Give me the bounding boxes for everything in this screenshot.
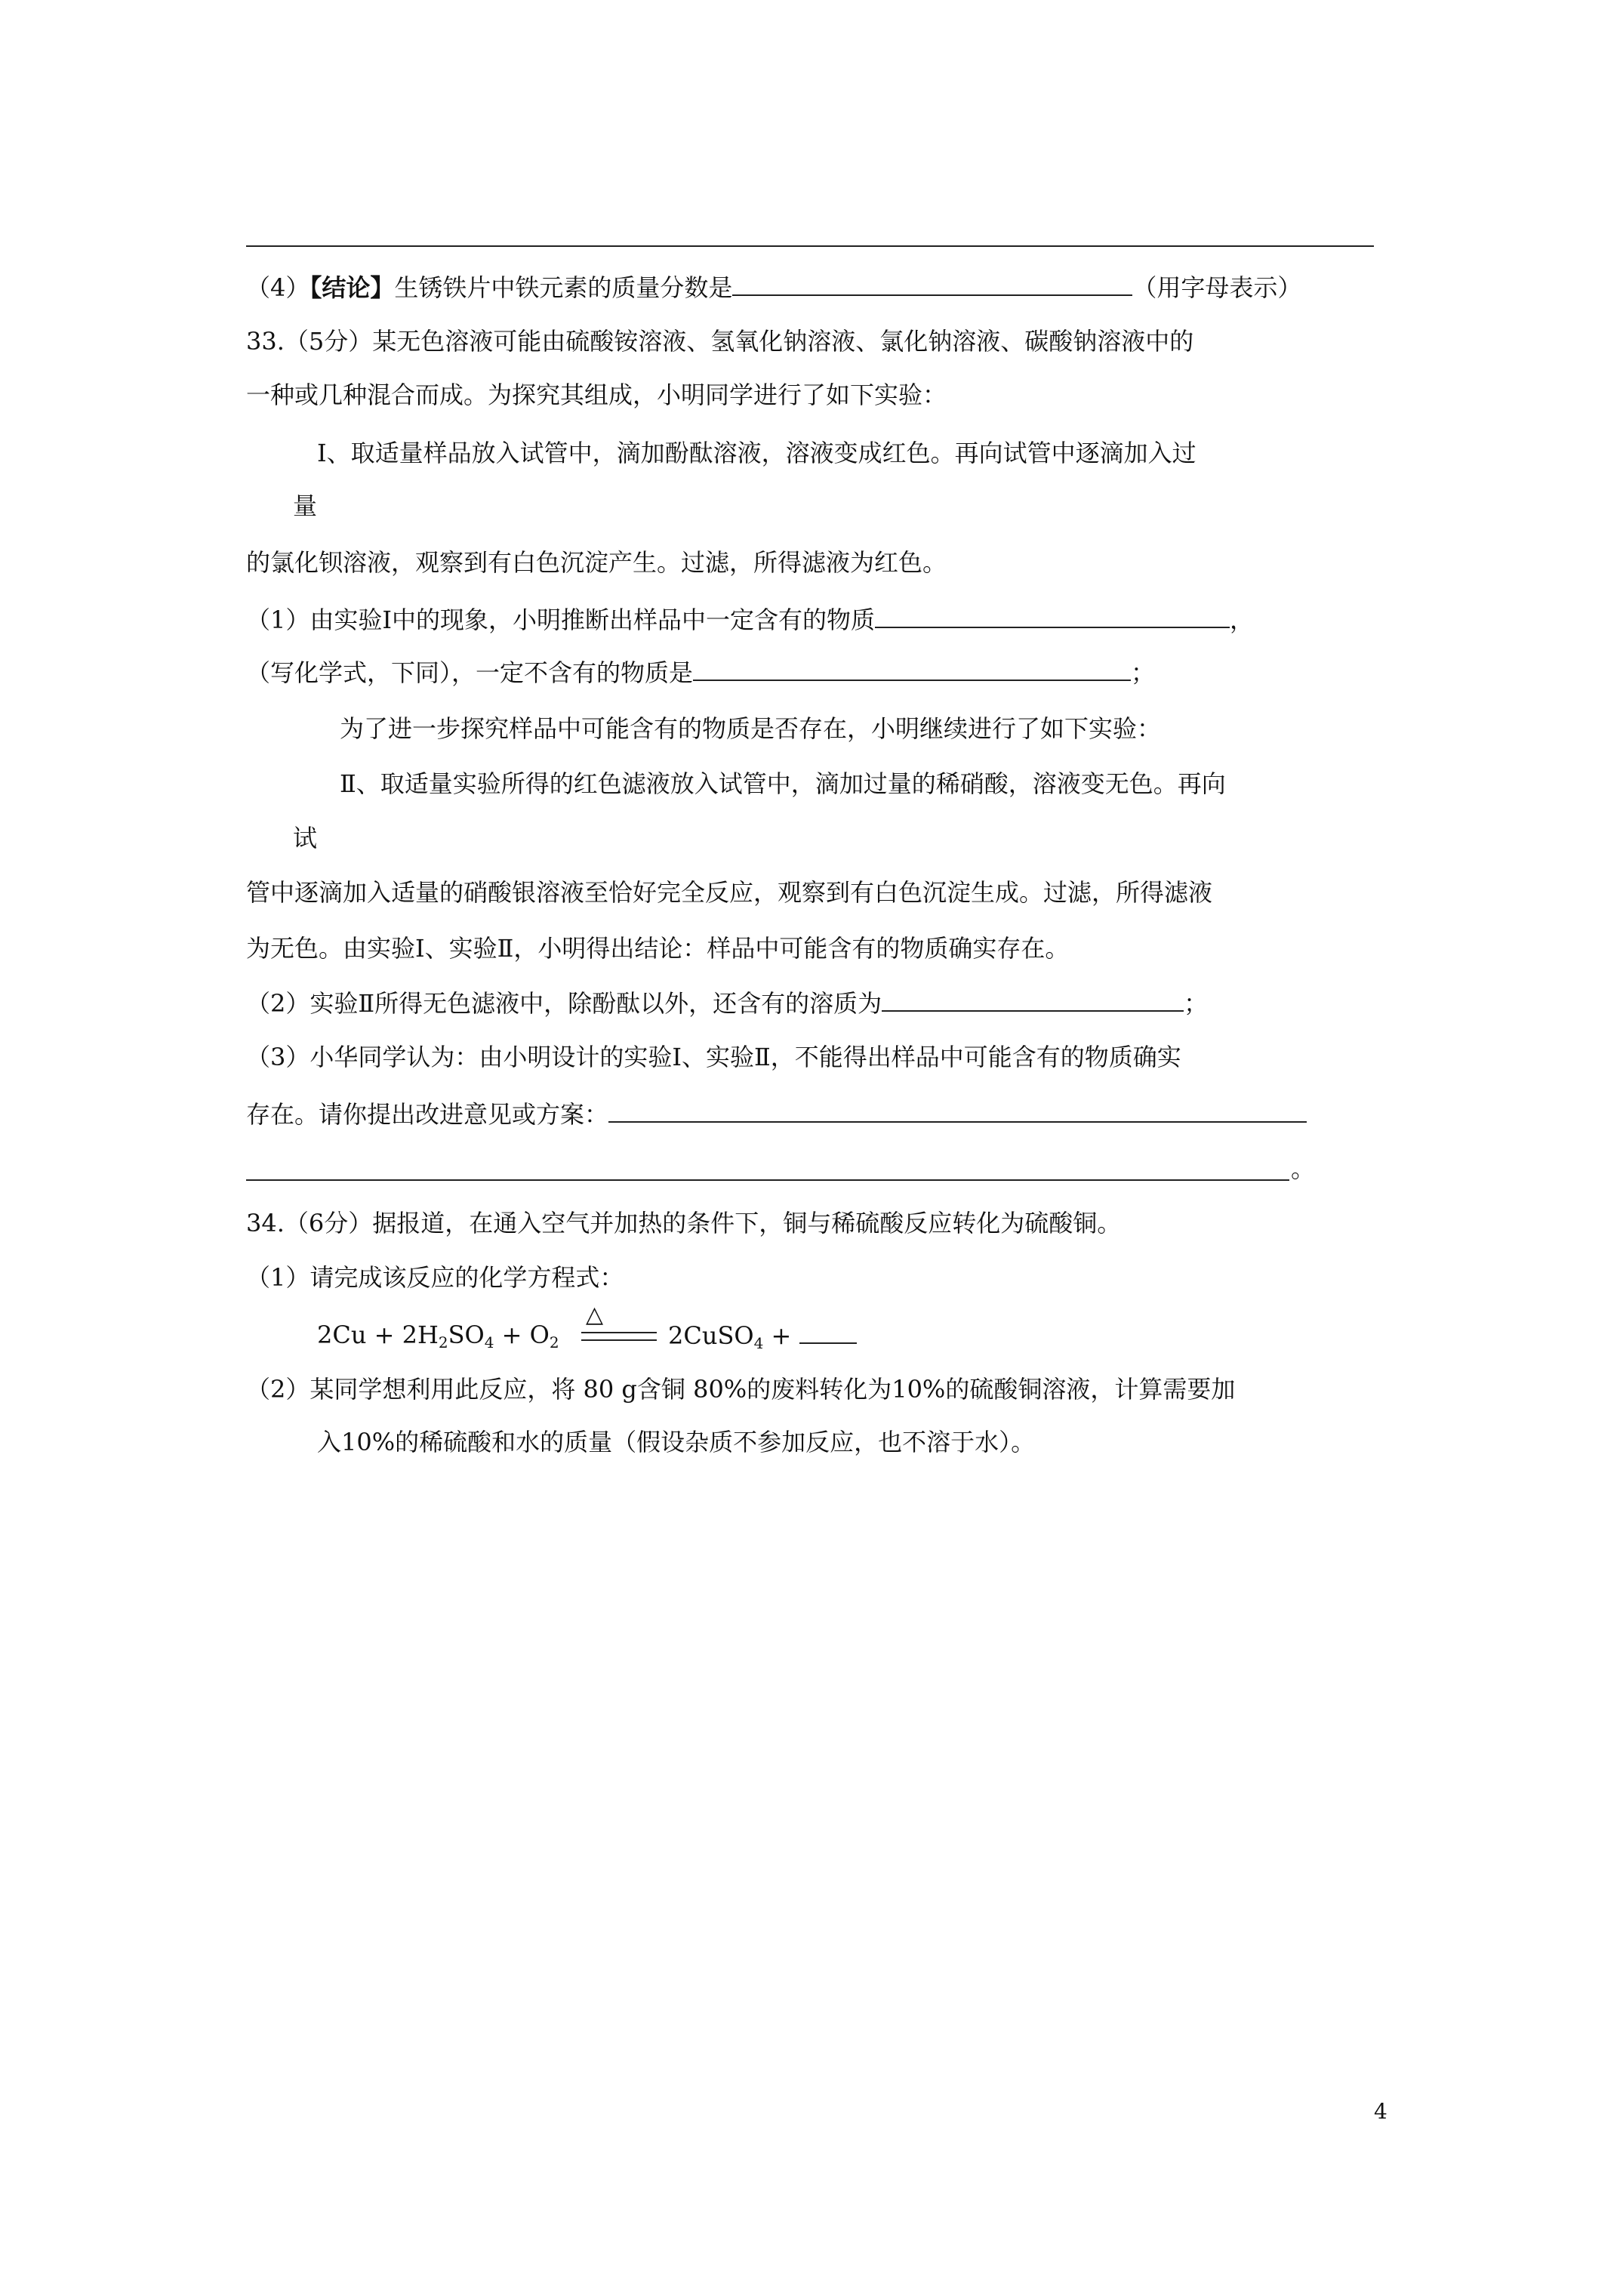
q33-intro2: 为了进一步探究样品中可能含有的物质是否存在，小明继续进行了如下实验：	[340, 714, 1162, 743]
q32-item4-suffix: （用字母表示）	[1132, 273, 1302, 302]
q33-exp2-b: 试	[293, 824, 318, 852]
q33-part1-a-text: （1）由实验Ⅰ中的现象，小明推断出样品中一定含有的物质	[246, 606, 876, 634]
q34-part2-b: 入10%的稀硫酸和水的质量（假设杂质不参加反应，也不溶于水）。	[317, 1428, 1036, 1456]
q33-part1-a-blank[interactable]	[875, 604, 1230, 628]
eq-rhs-a: 2CuSO	[668, 1321, 754, 1350]
q33-part3-a: （3）小华同学认为：由小明设计的实验Ⅰ、实验Ⅱ，不能得出样品中可能含有的物质确实	[246, 1043, 1181, 1071]
q33-part3-b-text: 存在。请你提出改进意见或方案：	[246, 1100, 609, 1129]
eq-lhs-c: + O	[494, 1321, 550, 1349]
q33-part2-text: （2）实验Ⅱ所得无色滤液中，除酚酞以外，还含有的溶质为	[246, 989, 882, 1018]
q33-line2: 一种或几种混合而成。为探究其组成，小明同学进行了如下实验：	[246, 381, 947, 409]
q34-part1: （1）请完成该反应的化学方程式：	[246, 1263, 624, 1292]
q33-part3-b-blank[interactable]	[608, 1099, 1307, 1123]
q34-part2-a: （2）某同学想利用此反应，将 80 g含铜 80%的废料转化为10%的硫酸铜溶液，计算需要加	[246, 1375, 1236, 1404]
q32-item4-prefix: （4）	[246, 273, 310, 302]
q33-exp1-b: 量	[293, 492, 318, 520]
eq-lhs-sub1: 2	[438, 1333, 448, 1351]
q33-part3-end: 。	[1291, 1154, 1316, 1183]
page-number: 4	[1374, 2099, 1387, 2124]
q33-part1-b-blank[interactable]	[693, 657, 1131, 681]
q32-item4-blank[interactable]	[732, 272, 1132, 296]
top-answer-line	[246, 245, 1374, 247]
q32-item4-text: 生锈铁片中铁元素的质量分数是	[394, 273, 733, 302]
q33-part2-end: ；	[1184, 989, 1209, 1018]
q33-exp2-a: Ⅱ、取适量实验所得的红色滤液放入试管中，滴加过量的稀硝酸，溶液变无色。再向	[340, 769, 1226, 798]
q34-equation-lhs	[317, 1320, 559, 1350]
q34-line1: 34.（6分）据报道，在通入空气并加热的条件下，铜与稀硫酸反应转化为硫酸铜。	[246, 1209, 1122, 1237]
q34-equation-rhs	[668, 1320, 857, 1351]
eq-rhs-sub: 4	[753, 1334, 764, 1352]
q34-equation-blank[interactable]	[799, 1320, 857, 1344]
q33-exp1-a: Ⅰ、取适量样品放入试管中，滴加酚酞溶液，溶液变成红色。再向试管中逐滴加入过	[317, 439, 1196, 467]
q32-item4-bold: 【结论】	[310, 273, 395, 302]
eq-rhs-b: +	[763, 1321, 799, 1350]
reaction-equals-sign	[581, 1332, 657, 1341]
q33-exp2-d: 为无色。由实验Ⅰ、实验Ⅱ，小明得出结论：样品中可能含有的物质确实存在。	[246, 934, 1070, 963]
q32-item4	[246, 272, 1301, 303]
q33-part1-b-end: ；	[1131, 658, 1156, 687]
q33-part2-blank[interactable]	[882, 988, 1184, 1012]
q33-part1-b	[246, 657, 1155, 688]
eq-lhs-sub3: 2	[549, 1333, 559, 1351]
q33-part1-a	[246, 604, 1254, 635]
q33-line1: 33.（5分）某无色溶液可能由硫酸铵溶液、氢氧化钠溶液、氯化钠溶液、碳酸钠溶液中的	[246, 327, 1194, 356]
q33-part3-b	[246, 1099, 1307, 1130]
eq-lhs-a: 2Cu + 2H	[317, 1321, 439, 1349]
eq-lhs-b: SO	[448, 1321, 485, 1349]
heating-condition-symbol: △	[586, 1302, 604, 1328]
q33-exp2-c: 管中逐滴加入适量的硝酸银溶液至恰好完全反应，观察到有白色沉淀生成。过滤，所得滤液	[246, 878, 1213, 907]
eq-lhs-sub2: 4	[484, 1333, 494, 1351]
q33-part2	[246, 988, 1208, 1019]
q33-part3-answer-line[interactable]	[246, 1179, 1289, 1181]
q33-part1-a-end: ，	[1230, 606, 1255, 634]
q33-part1-b-text: （写化学式，下同），一定不含有的物质是	[246, 658, 694, 687]
q33-exp1-c: 的氯化钡溶液，观察到有白色沉淀产生。过滤，所得滤液为红色。	[246, 548, 947, 577]
